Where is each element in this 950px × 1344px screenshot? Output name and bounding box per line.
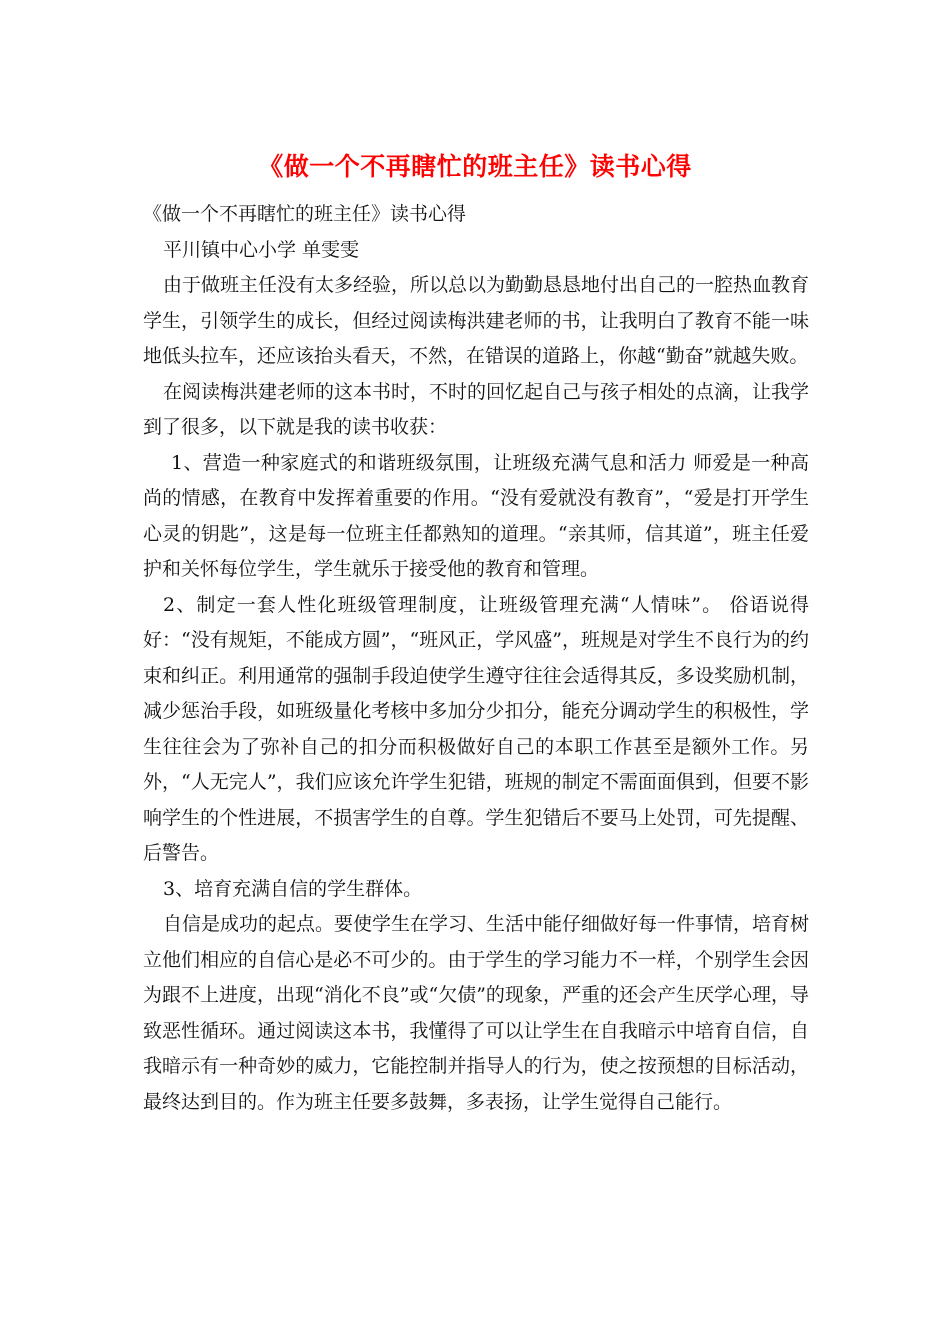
paragraph-point-1: 1、营造一种家庭式的和谐班级氛围，让班级充满气息和活力 师爱是一种高尚的情感，在教育中发挥着重要的作用。“没有爱就没有教育”，“爱是打开学生心灵的钥匙”，这是每一位班主任都熟知的道理。“亲其师，信其道”，班主任爱护和关怀每位学生，学生就乐于接受他的教育和管理。 <box>143 451 809 580</box>
document-title: 《做一个不再瞎忙的班主任》读书心得 <box>258 152 692 181</box>
document-body <box>143 197 809 1120</box>
author-line: 平川镇中心小学 单雯雯 <box>163 238 360 261</box>
paragraph-intro: 由于做班主任没有太多经验，所以总以为勤勤恳恳地付出自己的一腔热血教育学生，引领学生的成长，但经过阅读梅洪建老师的书，让我明白了教育不能一味地低头拉车，还应该抬头看天，不然，在错误的道路上，你越“勤奋”就越失败。 <box>143 274 810 367</box>
paragraph-reading: 在阅读梅洪建老师的这本书时，不时的回忆起自己与孩子相处的点滴，让我学到了很多，以下就是我的读书收获： <box>143 380 810 438</box>
paragraph-confidence: 自信是成功的起点。要使学生在学习、生活中能仔细做好每一件事情，培育树立他们相应的自信心是必不可少的。由于学生的学习能力不一样，个别学生会因为跟不上进度，出现“消化不良”或“欠债”的现象，严重的还会产生厌学心理，导致恶性循环。通过阅读这本书，我懂得了可以让学生在自我暗示中培育自信，自我暗示有一种奇妙的威力，它能控制并指导人的行为，使之按预想的目标活动，最终达到目的。作为班主任要多鼓舞，多表扬，让学生觉得自己能行。 <box>143 913 810 1113</box>
paragraph-point-2: 2、制定一套人性化班级管理制度，让班级管理充满“人情味”。 俗语说得好：“没有规矩，不能成方圆”，“班风正，学风盛”，班规是对学生不良行为的约束和纠正。利用通常的强制手段迫使学生遵守往往会适得其反，多设奖励机制，减少惩治手段，如班级量化考核中多加分少扣分，能充分调动学生的积极性，学生往往会为了弥补自己的扣分而积极做好自己的本职工作甚至是额外工作。另外，“人无完人”，我们应该允许学生犯错，班规的制定不需面面俱到，但要不影响学生的个性进展，不损害学生的自尊。学生犯错后不要马上处罚，可先提醒、后警告。 <box>143 593 809 864</box>
subtitle-line: 《做一个不再瞎忙的班主任》读书心得 <box>143 203 467 225</box>
paragraph-point-3-heading: 3、培育充满自信的学生群体。 <box>163 877 423 900</box>
